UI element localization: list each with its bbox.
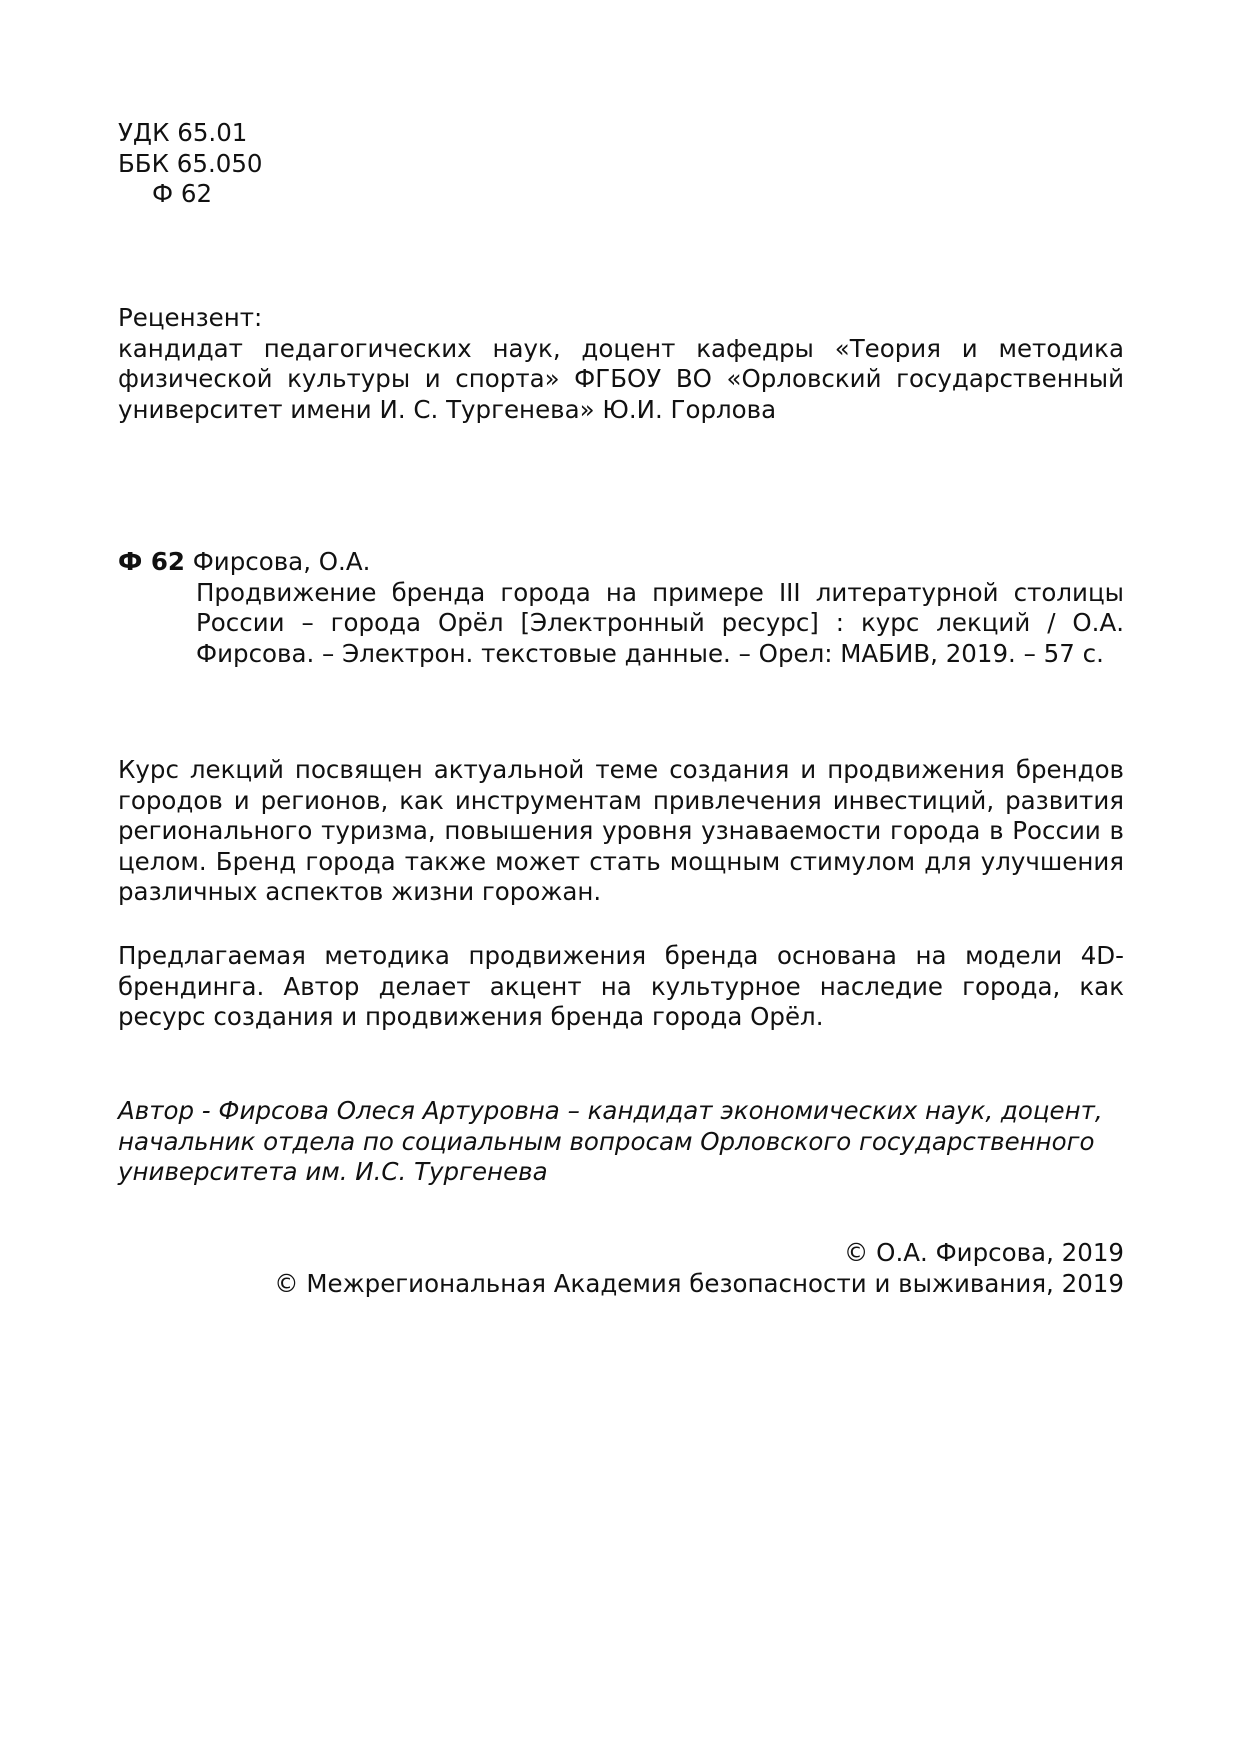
bibliographic-head: [118, 547, 1124, 578]
copyright-section: [118, 1238, 1124, 1299]
classification-codes: [118, 118, 1124, 210]
bibliographic-author: Фирсова, О.А.: [192, 547, 371, 576]
author-mark: Ф 62: [152, 179, 213, 208]
author-info: Автор - Фирсова Олеся Артуровна – кандидат экономических наук, доцент, начальник отдела по социальным вопросам Орловского государственного университета им. И.С. Тургенева: [118, 1096, 1103, 1186]
bbk-code: ББК 65.050: [118, 148, 263, 178]
abstract-paragraph-1: Курс лекций посвящен актуальной теме создания и продвижения брендов городов и регионов, как инструментам привлечения инвестиций, развития регионального туризма, повышения уровня узнаваемости города в России в целом. Бренд города также может стать мощным стимулом для улучшения различных аспектов жизни горожан.: [118, 755, 1124, 906]
bibliographic-description: Продвижение бренда города на примере III литературной столицы России – города Орёл [Электронный ресурс] : курс лекций / О.А. Фирсова. – Электрон. текстовые данные. – Орел: МАБИВ, 2019. – 57 с.: [196, 577, 1124, 668]
abstract-paragraph-2: Предлагаемая методика продвижения бренда основана на модели 4D-брендинга. Автор делает акцент на культурное наследие города, как ресурс создания и продвижения бренда города Орёл.: [118, 941, 1124, 1031]
reviewer-text: кандидат педагогических наук, доцент кафедры «Теория и методика физической культуры и спорта» ФГБОУ ВО «Орловский государственный университет имени И. С. Тургенева» Ю.И. Горлова: [118, 333, 1124, 424]
reviewer-section: [118, 303, 1124, 425]
reviewer-label: Рецензент:: [118, 303, 263, 332]
bibliographic-record: [118, 547, 1124, 669]
copyright-publisher: © Межрегиональная Академия безопасности и выживания, 2019: [274, 1268, 1124, 1298]
bibliographic-mark: Ф 62: [118, 547, 185, 576]
udk-code: УДК 65.01: [118, 118, 248, 147]
copyright-author: © О.А. Фирсова, 2019: [843, 1238, 1124, 1267]
